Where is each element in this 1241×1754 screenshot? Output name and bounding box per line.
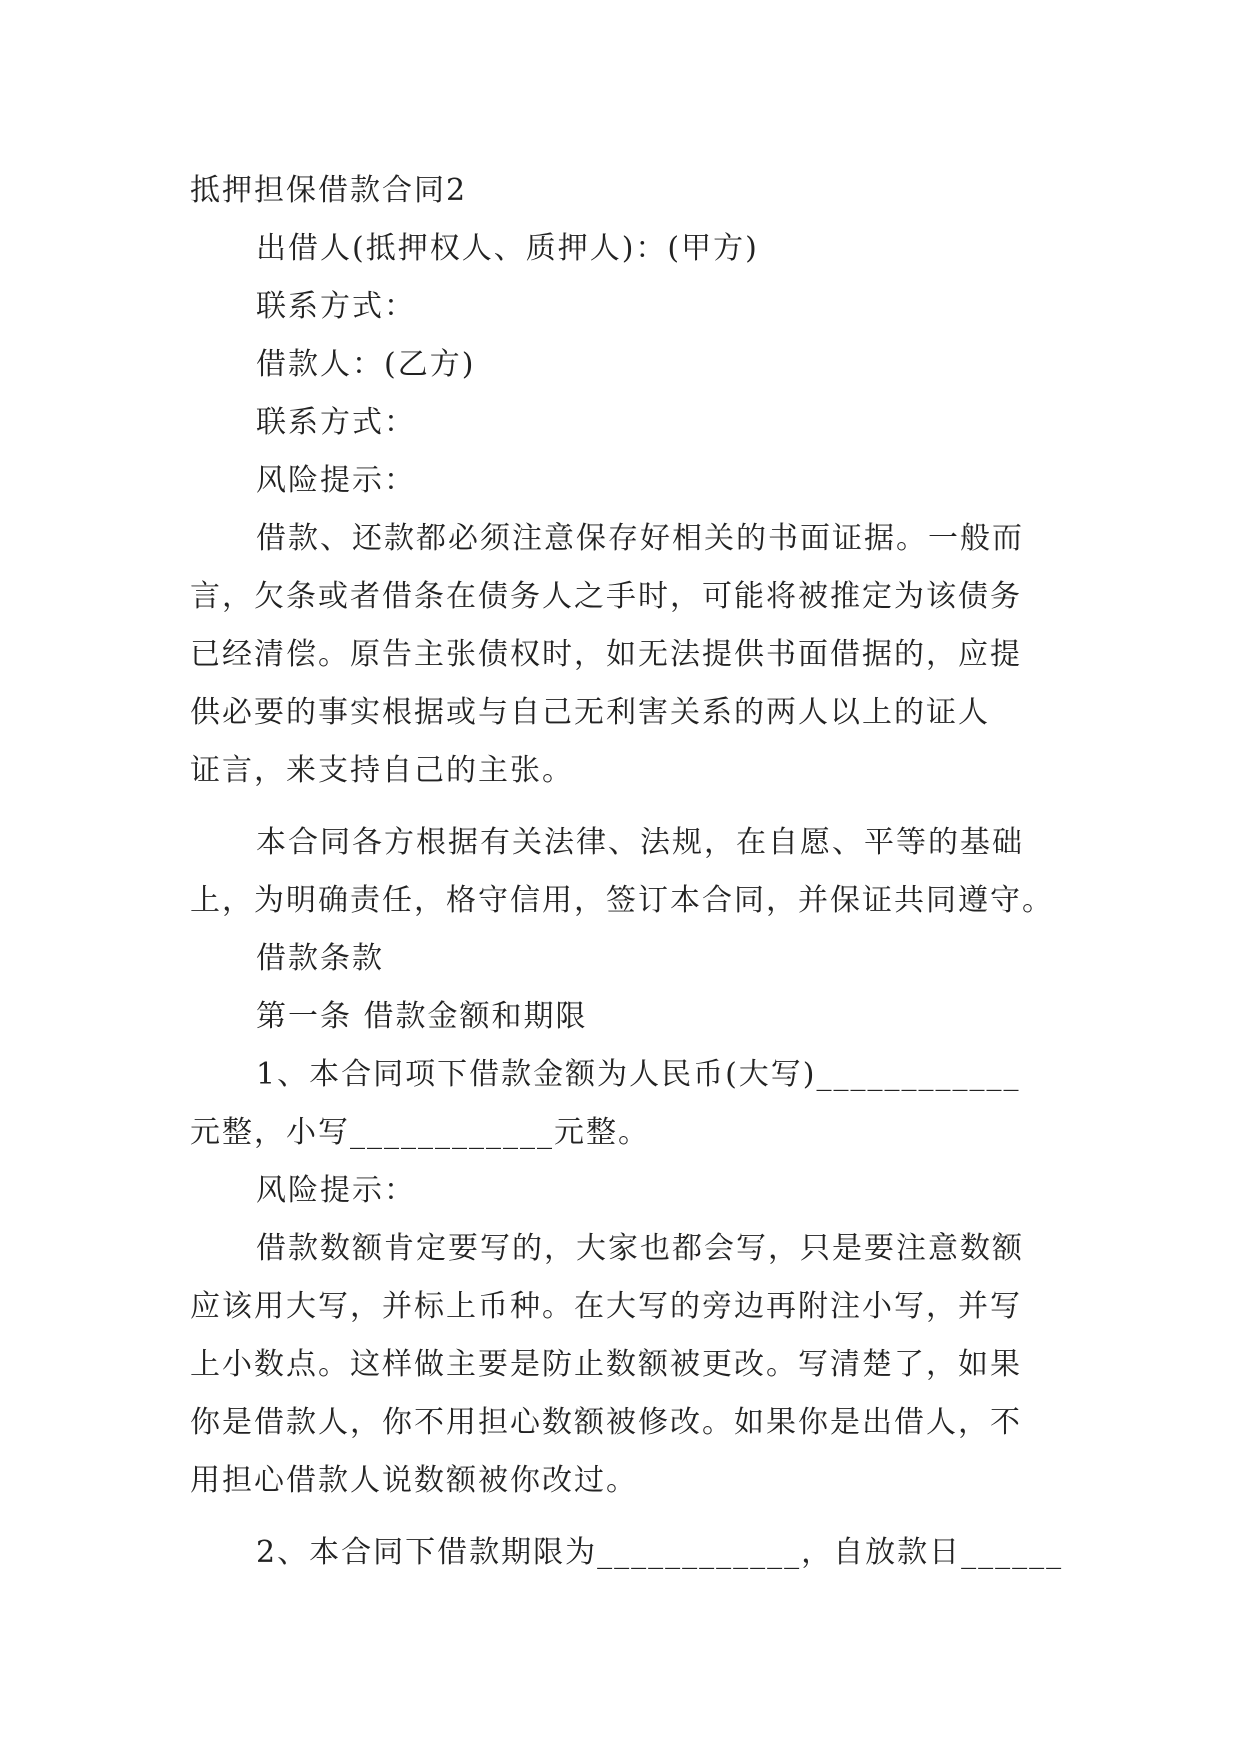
amount-risk-paragraph [190,1220,1050,1510]
lender-line: 出借人(抵押权人、质押人)：(甲方) [256,231,759,266]
loan-term-clause: 2、本合同下借款期限为____________，自放款日______ [256,1535,1064,1570]
paragraph-line: 上小数点。这样做主要是防止数额被更改。写清楚了，如果 [190,1347,1022,1382]
paragraph-line: 你是借款人，你不用担心数额被修改。如果你是出借人，不 [190,1405,1022,1440]
document-body [190,162,1064,1582]
risk-notice-paragraph [190,510,1050,800]
paragraph-line: 应该用大写，并标上币种。在大写的旁边再附注小写，并写 [190,1289,1022,1324]
paragraph-line: 用担心借款人说数额被你改过。 [190,1463,638,1498]
paragraph-line: 借款数额肯定要写的，大家也都会写，只是要注意数额 [256,1231,1024,1266]
paragraph-line: 借款、还款都必须注意保存好相关的书面证据。一般而 [256,521,1024,556]
borrower-line: 借款人：(乙方) [256,347,476,382]
lender-contact-line: 联系方式： [256,289,416,324]
paragraph-line: 上，为明确责任，格守信用，签订本合同，并保证共同遵守。 [190,883,1054,918]
paragraph-line: 已经清偿。原告主张债权时，如无法提供书面借据的，应提 [190,637,1022,672]
paragraph-line: 供必要的事实根据或与自己无利害关系的两人以上的证人 [190,695,990,730]
paragraph-line: 本合同各方根据有关法律、法规，在自愿、平等的基础 [256,825,1024,860]
loan-terms-heading: 借款条款 [256,941,384,976]
document-title: 抵押担保借款合同2 [190,173,468,208]
agreement-paragraph [190,814,1054,930]
paragraph-line: 言，欠条或者借条在债务人之手时，可能将被推定为该债务 [190,579,1022,614]
risk-notice-heading: 风险提示： [256,463,416,498]
article-one-heading: 第一条 借款金额和期限 [256,999,588,1034]
risk-notice-heading-2: 风险提示： [256,1173,416,1208]
borrower-contact-line: 联系方式： [256,405,416,440]
paragraph-line: 元整，小写____________元整。 [190,1115,650,1150]
paragraph-line: 证言，来支持自己的主张。 [190,753,574,788]
paragraph-line: 1、本合同项下借款金额为人民币(大写)____________ [256,1057,1021,1092]
loan-amount-clause [190,1046,1050,1162]
